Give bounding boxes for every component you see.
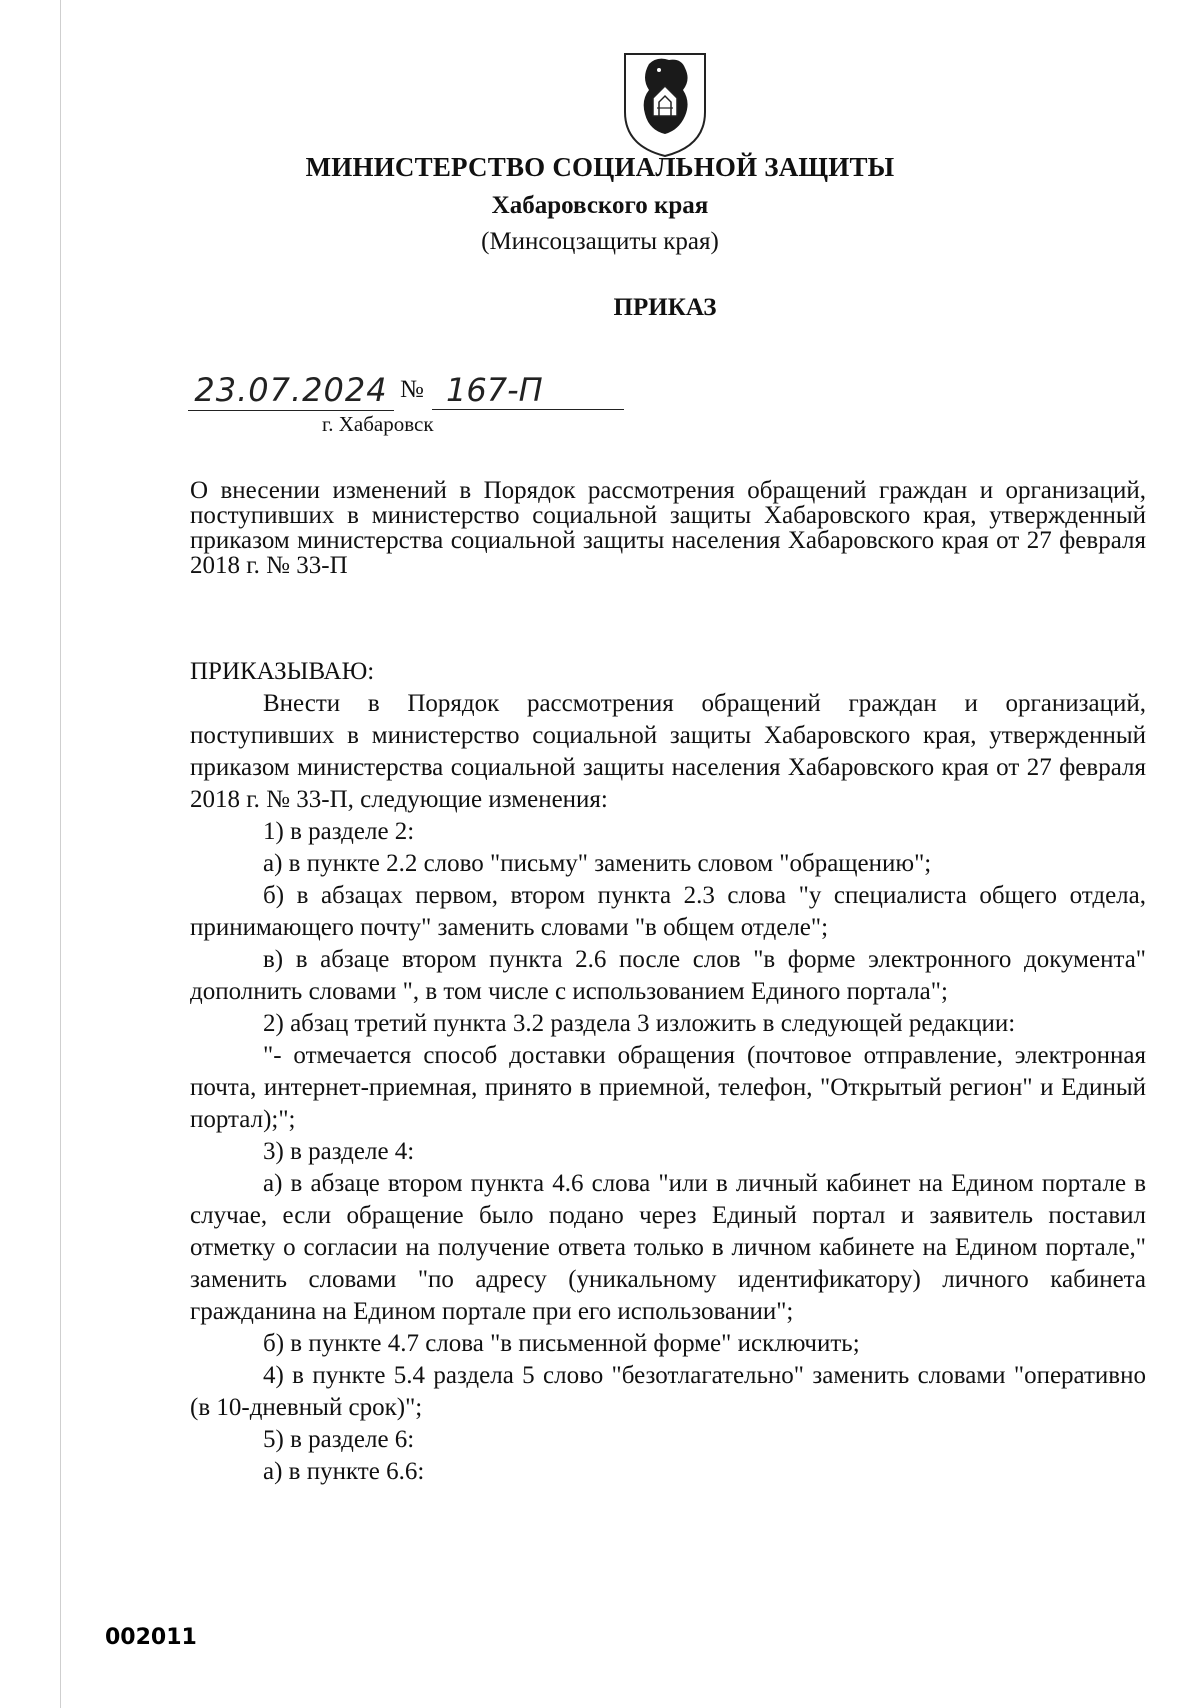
body-paragraph: б) в пункте 4.7 слова "в письменной форме" исключить; <box>263 1330 860 1357</box>
body-paragraph: в) в абзаце втором пункта 2.6 после слов "в форме электронного документа" дополнить словами ", в том числе с использованием Единого портала"; <box>190 946 1146 1005</box>
body-paragraph-command: ПРИКАЗЫВАЮ: <box>190 658 375 685</box>
body-paragraph: "- отмечается способ доставки обращения (почтовое отправление, электронная почта, интернет-приемная, принято в приемной, телефон, "Открытый регион" и Единый портал);"; <box>190 1042 1146 1133</box>
body-paragraph: 4) в пункте 5.4 раздела 5 слово "безотлагательно" заменить словами "оперативно (в 10-дневный срок)"; <box>190 1362 1146 1421</box>
order-number-label: № <box>400 376 424 403</box>
body-paragraph: 1) в разделе 2: <box>263 818 415 845</box>
ministry-name: МИНИСТЕРСТВО СОЦИАЛЬНОЙ ЗАЩИТЫ <box>305 152 895 182</box>
scan-edge-line <box>60 0 61 1708</box>
body-paragraph: 3) в разделе 4: <box>263 1138 415 1165</box>
coat-of-arms-emblem <box>619 50 711 158</box>
body-paragraph: а) в пункте 2.2 слово "письму" заменить словом "обращению"; <box>263 850 932 877</box>
body-paragraph: а) в пункте 6.6: <box>263 1458 425 1485</box>
city: г. Хабаровск <box>322 412 434 436</box>
body-paragraph: 2) абзац третий пункта 3.2 раздела 3 изложить в следующей редакции: <box>263 1010 1016 1037</box>
ministry-short-name: (Минсоцзащиты края) <box>481 228 719 255</box>
order-date: 23.07.2024 <box>188 370 394 411</box>
document-barcode-number: 002011 <box>105 1625 197 1650</box>
body-paragraph: 5) в разделе 6: <box>263 1426 415 1453</box>
order-body <box>190 656 1146 1488</box>
body-paragraph: б) в абзацах первом, втором пункта 2.3 слова "у специалиста общего отдела, принимающего почту" заменить словами "в общем отделе"; <box>190 882 1146 941</box>
order-number: 167-П <box>432 370 624 410</box>
body-paragraph: а) в абзаце втором пункта 4.6 слова "или в личный кабинет на Едином портале в случае, если обращение было подано через Единый портал и заявитель поставил отметку о согласии на получение ответа только в личном кабинете на Едином портале," заменить словами "по адресу (уникальному идентификатору) личного кабинета гражданина на Едином портале при его использовании"; <box>190 1170 1146 1325</box>
coat-of-arms-icon <box>619 50 711 158</box>
region-name: Хабаровского края <box>491 192 709 219</box>
order-title: О внесении изменений в Порядок рассмотрения обращений граждан и организаций, поступивших в министерство социальной защиты Хабаровского края, утвержденный приказом министерства социальной защиты населения Хабаровского края от 27 февраля 2018 г. № 33-П <box>190 477 1146 579</box>
document-type: ПРИКАЗ <box>613 294 717 321</box>
body-paragraph: Внести в Порядок рассмотрения обращений граждан и организаций, поступивших в министерство социальной защиты Хабаровского края, утвержденный приказом министерства социальной защиты населения Хабаровского края от 27 февраля 2018 г. № 33-П, следующие изменения: <box>190 690 1146 813</box>
